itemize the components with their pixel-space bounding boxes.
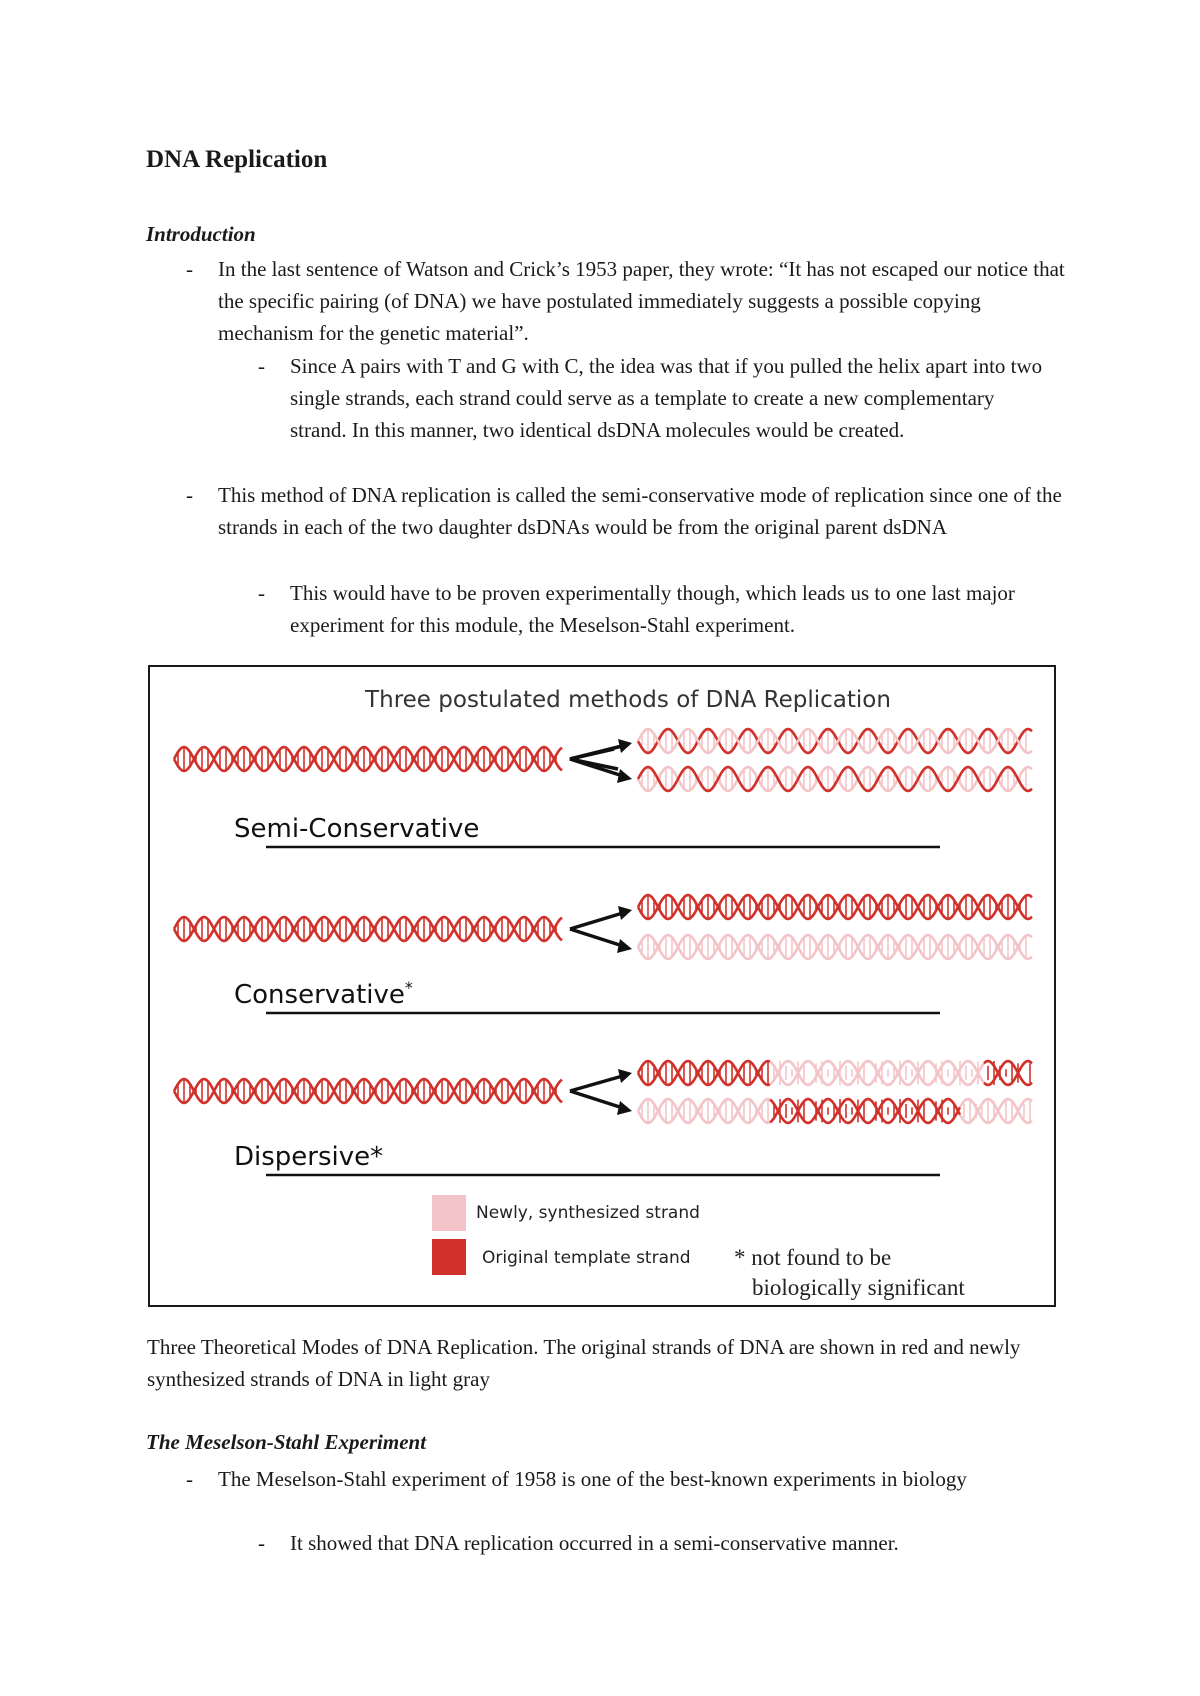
bullet-dash: - <box>186 483 193 507</box>
bullet-dash: - <box>186 1467 193 1491</box>
meselson-heading: The Meselson-Stahl Experiment <box>146 1430 427 1454</box>
bullet-dash: - <box>186 257 193 281</box>
legend-label-new: Newly, synthesized strand <box>476 1203 700 1223</box>
bullet-dash: - <box>258 1531 265 1555</box>
significance-note-line-1: * not found to be <box>734 1245 892 1270</box>
arrow-icon <box>570 929 626 947</box>
arrowhead-icon <box>618 739 632 753</box>
arrow-icon <box>570 745 626 759</box>
daughter-helix-dispersive-1-strand-a <box>984 1061 1032 1085</box>
bullet-text: In the last sentence of Watson and Crick’s 1953 paper, they wrote: “It has not escaped our notice that the specific pairing (of DNA) we have postulated immediately suggests a possible copying mechanism for the genetic material”. <box>218 257 1065 345</box>
bullet-text: Since A pairs with T and G with C, the idea was that if you pulled the helix apart into two single strands, each strand could serve as a template to create a new complementary strand. In this manner, two identical dsDNA molecules would be created. <box>290 354 1043 442</box>
figure-caption: Three Theoretical Modes of DNA Replication. The original strands of DNA are shown in red and newly synthesized strands of DNA in light gray <box>147 1335 1021 1391</box>
figure-title: Three postulated methods of DNA Replication <box>365 687 891 713</box>
arrow-icon <box>570 1075 626 1091</box>
bullet-text: This would have to be proven experimentally though, which leads us to one last major experiment for this module, the Meselson-Stahl experiment. <box>290 581 1015 637</box>
asterisk-mark: * <box>404 978 413 997</box>
intro-heading: Introduction <box>146 222 256 246</box>
arrow-heads <box>617 739 632 1115</box>
figure-canvas <box>150 667 1053 1304</box>
model-label-dispersive: Dispersive* <box>234 1142 384 1172</box>
arrow-icon <box>570 912 626 929</box>
model-label-conservative <box>234 978 413 1010</box>
legend-swatch-new <box>432 1195 466 1231</box>
bullet-text: This method of DNA replication is called the semi-conservative mode of replication since one of the strands in each of the two daughter dsDNAs would be from the original parent dsDNA <box>218 483 1062 539</box>
bullet-text: It showed that DNA replication occurred in a semi-conservative manner. <box>290 1531 899 1555</box>
split-arrows <box>570 745 626 1109</box>
bullet-text: The Meselson-Stahl experiment of 1958 is one of the best-known experiments in biology <box>218 1467 967 1491</box>
dna-helices <box>174 729 1032 1123</box>
legend-swatch-original <box>432 1239 466 1275</box>
arrowhead-icon <box>618 906 632 920</box>
arrowhead-icon <box>618 1069 632 1083</box>
significance-note-line-2: biologically significant <box>752 1275 965 1300</box>
bullet-dash: - <box>258 581 265 605</box>
arrow-icon <box>570 1091 626 1109</box>
legend-label-original: Original template strand <box>482 1248 691 1268</box>
page-title: DNA Replication <box>146 146 328 173</box>
arrowhead-icon <box>617 1101 632 1115</box>
model-label-text: Conservative <box>234 980 405 1010</box>
bullet-dash: - <box>258 354 265 378</box>
arrowhead-icon <box>617 769 632 783</box>
daughter-helix-dispersive-1-strand-b <box>984 1061 1032 1085</box>
arrowhead-icon <box>617 939 632 953</box>
model-label-semi-conservative: Semi-Conservative <box>234 814 480 844</box>
replication-modes-figure <box>148 665 1056 1307</box>
